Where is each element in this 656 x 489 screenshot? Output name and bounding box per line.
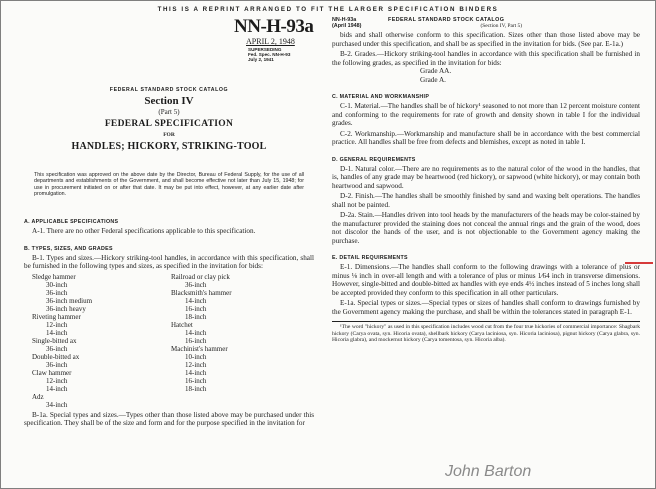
paragraph-d1: D-1. Natural color.—There are no requirements as to the natural color of the wood in the handles, that is, handles of any grade may be heartwood (red hickory), or sapwood (white hickory), or may contain both heartwood and sapwood. (332, 164, 640, 190)
handle-type: Railroad or clay pick (171, 272, 230, 281)
handle-type: Sledge hammer (32, 272, 76, 281)
paragraph-b1a-continued: bids and shall otherwise conform to this specification. Sizes other than those listed above may be purchased under this specification, and shall be as specified in the invitation for bids. (See par. E-1a.) (332, 31, 640, 48)
section-c-heading: C. MATERIAL AND WORKMANSHIP (332, 94, 430, 100)
handle-type: Machinist's hammer (171, 344, 228, 353)
handle-type: Adz (32, 392, 44, 401)
paragraph-c1: C-1. Material.—The handles shall be of hickory¹ seasoned to not more than 12 percent moisture content and conforming to the requirements for rate of growth and density shown in table I for the individual grades. (332, 102, 640, 127)
grade-list (332, 67, 640, 84)
handle-type: Riveting hammer (32, 312, 81, 321)
header-catalog: FEDERAL STANDARD STOCK CATALOG (388, 17, 505, 23)
handle-size: 36-inch (46, 344, 68, 353)
handle-size: 14-inch (185, 296, 207, 305)
paragraph-d2a: D-2a. Stain.—Handles driven into tool heads by the manufacturers of the heads may be color-stained by the manufacturer provided the staining does not conceal the annual rings and the grain of the wood, does not discolor the hands of the user, and is not objectionable to the Government agency making the purchase. (332, 211, 640, 245)
handle-size: 12-inch (185, 360, 207, 369)
watermark-signature: John Barton (445, 463, 532, 480)
grade-item: Grade AA. (420, 67, 452, 75)
section-a-heading: A. APPLICABLE SPECIFICATIONS (24, 219, 119, 226)
handle-size: 36-inch (46, 288, 68, 297)
reprint-banner: THIS IS A REPRINT ARRANGED TO FIT THE LARGER SPECIFICATION BINDERS (157, 6, 499, 13)
header-doc-number: NN-H-93a (332, 17, 357, 23)
running-header (332, 17, 640, 29)
for-label: FOR (163, 132, 175, 138)
paragraph-d2: D-2. Finish.—The handles shall be smoothly finished by sand and waxing belt operations. The handles shall not be painted. (332, 192, 640, 209)
handle-size: 14-inch (185, 328, 207, 337)
document-date: APRIL 2, 1948 (246, 37, 295, 46)
paragraph-e1a: E-1a. Special types or sizes.—Special types or sizes of handles shall conform to drawings furnished by the Government agency making the purchase, and shall be within the tolerances stated in paragraph E-1. (332, 299, 640, 316)
handle-size: 12-inch (46, 376, 68, 385)
section-b-heading: B. TYPES, SIZES, AND GRADES (24, 245, 113, 252)
paragraph-e1: E-1. Dimensions.—The handles shall conform to the following drawings with a tolerance of plus or minus ⅛ inch in over-all length and with a tolerance of plus or minus 1⁄64 inch in transverse dimensions. However, single-bitted and double-bitted ax handles with eye ends 4½ inches instead of 5 inches long shall be accepted provided they conform to this specification in all other particulars. (332, 263, 640, 297)
handle-type: Single-bitted ax (32, 336, 77, 345)
handle-type: Claw hammer (32, 368, 72, 377)
right-column (332, 17, 640, 344)
paragraph-a1: A-1. There are no other Federal specifications applicable to this specification. (32, 227, 256, 236)
handle-size: 18-inch (185, 312, 207, 321)
left-column (24, 17, 314, 428)
size-list-right (163, 273, 302, 409)
superseding-note: SUPERSEDING Fed. Spec. NN-H-93 July 2, 1941 (248, 47, 291, 63)
specification-title: HANDLES; HICKORY, STRIKING-TOOL (71, 141, 267, 152)
paragraph-b1: B-1. Types and sizes.—Hickory striking-tool handles, in accordance with this specification, shall be furnished in the following types and sizes, as specified in the invitation for bids: (24, 253, 314, 271)
header-section: (Section IV, Part 5) (480, 23, 522, 29)
paragraph-b2: B-2. Grades.—Hickory striking-tool handles in accordance with this specification shall be furnished in the following grades, as specified in the invitation for bids: (332, 50, 640, 67)
handle-type: Blacksmith's hammer (171, 288, 232, 297)
handle-size: 16-inch (185, 304, 207, 313)
document-number: NN-H-93a (234, 17, 314, 37)
catalog-title: FEDERAL STANDARD STOCK CATALOG (109, 87, 229, 93)
header-date: (April 1948) (332, 23, 362, 29)
handle-size: 36-inch (46, 360, 68, 369)
handle-size: 36-inch heavy (46, 304, 86, 313)
handle-size: 12-inch (46, 320, 68, 329)
handle-size: 10-inch (185, 352, 207, 361)
handle-size: 16-inch (185, 336, 207, 345)
hickory-footnote: ¹The word "hickory" as used in this specification includes wood cut from the four true hickories of commercial importance: Shagbark hickory (Carya ovata, syn. Hicoria ovata), shellbark hickory (Carya laciniosa, syn. Hicoria laciniosa), pignut hickory (Carya glabra, syn. Hicoria glabra), and mockernut hickory (Carya tomentosa, syn. Hicoria alba). (332, 321, 640, 344)
handle-size: 16-inch (185, 376, 207, 385)
paragraph-c2: C-2. Workmanship.—Workmanship and manufacture shall be in accordance with the best commercial practice. All handles shall be free from defects and blemishes, except as noted in table I. (332, 129, 640, 146)
handle-size: 34-inch (46, 400, 68, 409)
size-list-left (24, 273, 163, 409)
handle-size: 36-inch (185, 280, 207, 289)
approval-notice: This specification was approved on the above date by the Director, Bureau of Federal Supply, for the use of all departments and establishments of the Government, and shall become effective not later than July 15, 1948; for use in procurement initiated on or after that date. It may be put into effect, however, at any earlier date after promulgation. (34, 172, 304, 197)
handle-size: 36-inch medium (46, 296, 93, 305)
handle-size: 30-inch (46, 280, 68, 289)
red-margin-mark (625, 262, 653, 264)
handle-size-list (24, 273, 314, 409)
handle-size: 14-inch (185, 368, 207, 377)
part-label: (Part 5) (158, 108, 180, 116)
paragraph-b1a: B-1a. Special types and sizes.—Types other than those listed above may be purchased under this specification. They shall be of the size and form and for the purpose specified in the invitation for (24, 410, 314, 428)
handle-type: Hatchet (171, 320, 193, 329)
section-e-heading: E. DETAIL REQUIREMENTS (332, 255, 408, 261)
handle-size: 14-inch (46, 384, 68, 393)
section-d-heading: D. GENERAL REQUIREMENTS (332, 156, 416, 163)
handle-size: 18-inch (185, 384, 207, 393)
handle-type: Double-bitted ax (32, 352, 80, 361)
federal-specification-heading: FEDERAL SPECIFICATION (104, 119, 234, 129)
grade-item: Grade A. (420, 75, 446, 84)
handle-size: 14-inch (46, 328, 68, 337)
document-number-block (234, 17, 314, 73)
section-heading: Section IV (144, 95, 194, 107)
